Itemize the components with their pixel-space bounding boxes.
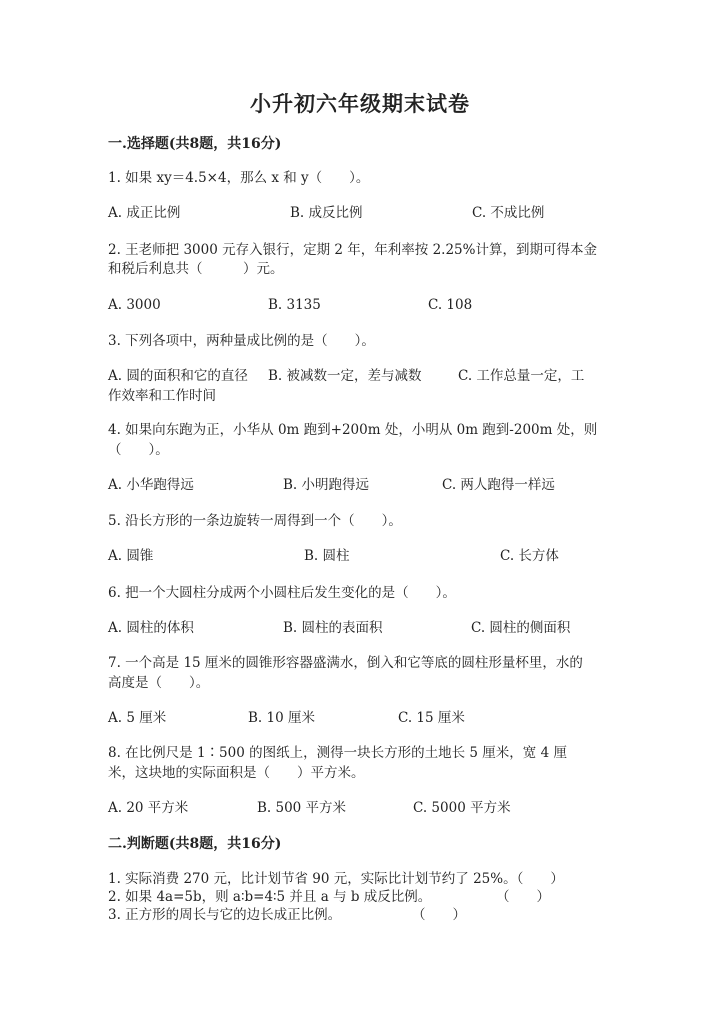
question-4-option-a[interactable]: A. 小华跑得远: [108, 477, 194, 493]
question-1-option-c[interactable]: C. 不成比例: [472, 205, 545, 221]
section-heading-judgment: 二.判断题(共8题，共16分): [108, 836, 282, 852]
question-7-stem-line-2: 高度是（ ）。: [108, 675, 210, 691]
question-8-stem-line-2: 米，这块地的实际面积是（ ）平方米。: [108, 765, 365, 781]
question-8-stem-line-1: 8. 在比例尺是 1∶500 的图纸上，测得一块长方形的土地长 5 厘米，宽 4 厘: [108, 745, 567, 761]
question-4-option-b[interactable]: B. 小明跑得远: [283, 477, 370, 493]
question-5-option-b[interactable]: B. 圆柱: [304, 548, 350, 564]
question-1-stem: 1. 如果 xy＝4.5×4，那么 x 和 y（ ）。: [108, 170, 370, 186]
question-3-option-b[interactable]: B. 被减数一定，差与减数: [268, 368, 422, 384]
question-5-option-a[interactable]: A. 圆锥: [108, 548, 154, 564]
question-8-option-a[interactable]: A. 20 平方米: [108, 800, 189, 816]
question-5-option-c[interactable]: C. 长方体: [500, 548, 559, 564]
question-7-option-a[interactable]: A. 5 厘米: [108, 710, 167, 726]
question-8-option-b[interactable]: B. 500 平方米: [257, 800, 347, 816]
question-3-option-c-line-1[interactable]: C. 工作总量一定，工: [458, 368, 585, 384]
question-2-stem-line-1: 2. 王老师把 3000 元存入银行，定期 2 年，年利率按 2.25%计算，到期可得本金: [108, 242, 597, 258]
question-7-stem-line-1: 7. 一个高是 15 厘米的圆锥形容器盛满水，倒入和它等底的圆柱形量杯里，水的: [108, 655, 583, 671]
question-2-stem-line-2: 和税后利息共（ ）元。: [108, 261, 284, 277]
question-2-option-c[interactable]: C. 108: [428, 297, 473, 313]
page-title: 小升初六年级期末试卷: [250, 91, 470, 116]
question-4-stem-line-2: （ ）。: [108, 442, 169, 458]
question-3-option-a[interactable]: A. 圆的面积和它的直径: [108, 368, 248, 384]
question-1-option-b[interactable]: B. 成反比例: [290, 205, 363, 221]
question-7-option-c[interactable]: C. 15 厘米: [398, 710, 465, 726]
question-6-stem: 6. 把一个大圆柱分成两个小圆柱后发生变化的是（ ）。: [108, 585, 456, 601]
question-2-option-b[interactable]: B. 3135: [268, 297, 321, 313]
judgment-item-2-blank[interactable]: （ ）: [496, 889, 550, 905]
question-4-stem-line-1: 4. 如果向东跑为正，小华从 0m 跑到+200m 处，小明从 0m 跑到-200m 处，则: [108, 422, 598, 438]
judgment-item-3-blank[interactable]: （ ）: [412, 907, 466, 923]
section-heading-choice: 一.选择题(共8题，共16分): [108, 136, 282, 152]
judgment-item-2: 2. 如果 4a=5b，则 a∶b=4∶5 并且 a 与 b 成反比例。: [108, 889, 432, 905]
judgment-item-1: 1. 实际消费 270 元，比计划节省 90 元，实际比计划节约了 25%。（ ）: [108, 871, 564, 887]
question-6-option-a[interactable]: A. 圆柱的体积: [108, 620, 194, 636]
question-1-option-a[interactable]: A. 成正比例: [108, 205, 181, 221]
judgment-item-3: 3. 正方形的周长与它的边长成正比例。: [108, 907, 342, 923]
question-5-stem: 5. 沿长方形的一条边旋转一周得到一个（ ）。: [108, 513, 402, 529]
question-6-option-b[interactable]: B. 圆柱的表面积: [283, 620, 383, 636]
question-2-option-a[interactable]: A. 3000: [108, 297, 161, 313]
question-6-option-c[interactable]: C. 圆柱的侧面积: [471, 620, 571, 636]
question-3-stem: 3. 下列各项中，两种量成比例的是（ ）。: [108, 333, 375, 349]
question-4-option-c[interactable]: C. 两人跑得一样远: [442, 477, 555, 493]
question-7-option-b[interactable]: B. 10 厘米: [248, 710, 315, 726]
question-3-option-c-line-2: 作效率和工作时间: [108, 388, 216, 404]
question-8-option-c[interactable]: C. 5000 平方米: [413, 800, 511, 816]
